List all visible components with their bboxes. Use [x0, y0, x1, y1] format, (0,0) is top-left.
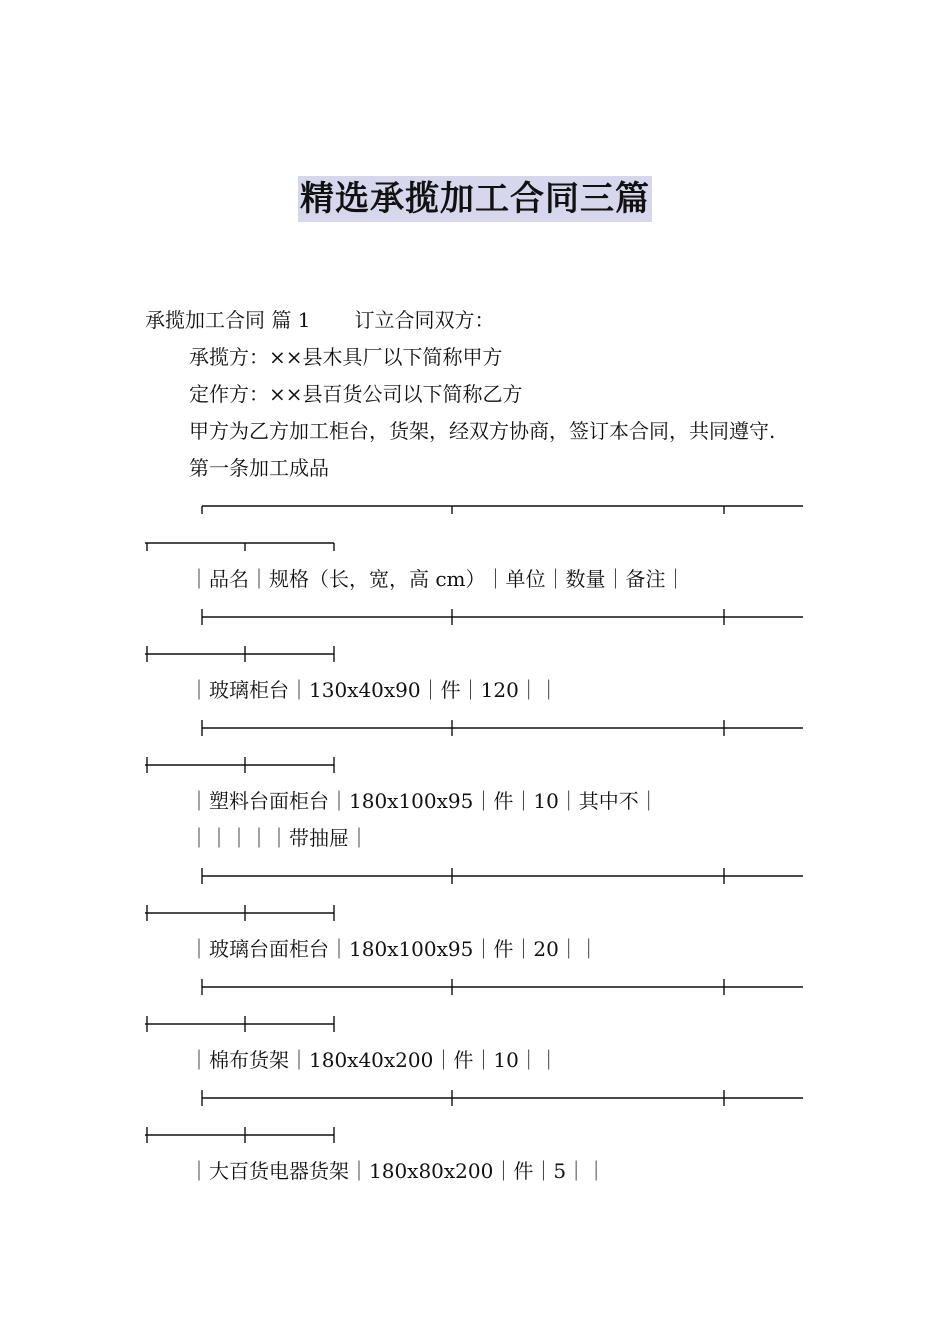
- party-a-line: 承揽方：××县木具厂以下简称甲方: [189, 345, 503, 369]
- intro-paragraph: 甲方为乙方加工柜台，货架，经双方协商，签订本合同，共同遵守.: [189, 419, 776, 443]
- table-divider-wrap: [145, 746, 805, 783]
- table-divider-wrap: [145, 635, 805, 672]
- table-row: ｜玻璃柜台｜130x40x90｜件｜120｜｜: [189, 678, 559, 702]
- document-title: 精选承揽加工合同三篇: [298, 176, 652, 222]
- party-b-line: 定作方：××县百货公司以下简称乙方: [189, 382, 523, 406]
- table-divider: [145, 1079, 805, 1116]
- article-1-heading: 第一条加工成品: [189, 456, 329, 480]
- table-row: ｜塑料台面柜台｜180x100x95｜件｜10｜其中不｜: [189, 789, 659, 813]
- title-block: [0, 176, 950, 222]
- contract-heading-lead: 承揽加工合同 篇 1: [145, 308, 311, 332]
- contract-heading: [145, 302, 805, 339]
- document-body: [145, 302, 805, 1190]
- table-top-border-wrap: [145, 524, 805, 561]
- table-top-border: [145, 487, 805, 524]
- table-header-row: ｜品名｜规格（长，宽，高 cm）｜单位｜数量｜备注｜: [189, 567, 686, 591]
- table-row: ｜｜｜｜｜带抽屉｜: [189, 826, 369, 850]
- table-divider-wrap: [145, 1005, 805, 1042]
- table-divider: [145, 857, 805, 894]
- table-divider: [145, 598, 805, 635]
- contract-heading-tail: 订立合同双方：: [354, 308, 495, 332]
- table-row: ｜棉布货架｜180x40x200｜件｜10｜｜: [189, 1048, 559, 1072]
- table-divider: [145, 709, 805, 746]
- table-row: ｜玻璃台面柜台｜180x100x95｜件｜20｜｜: [189, 937, 599, 961]
- table-divider-wrap: [145, 1116, 805, 1153]
- table-divider-wrap: [145, 894, 805, 931]
- table-divider: [145, 968, 805, 1005]
- table-row: ｜大百货电器货架｜180x80x200｜件｜5｜｜: [189, 1159, 607, 1183]
